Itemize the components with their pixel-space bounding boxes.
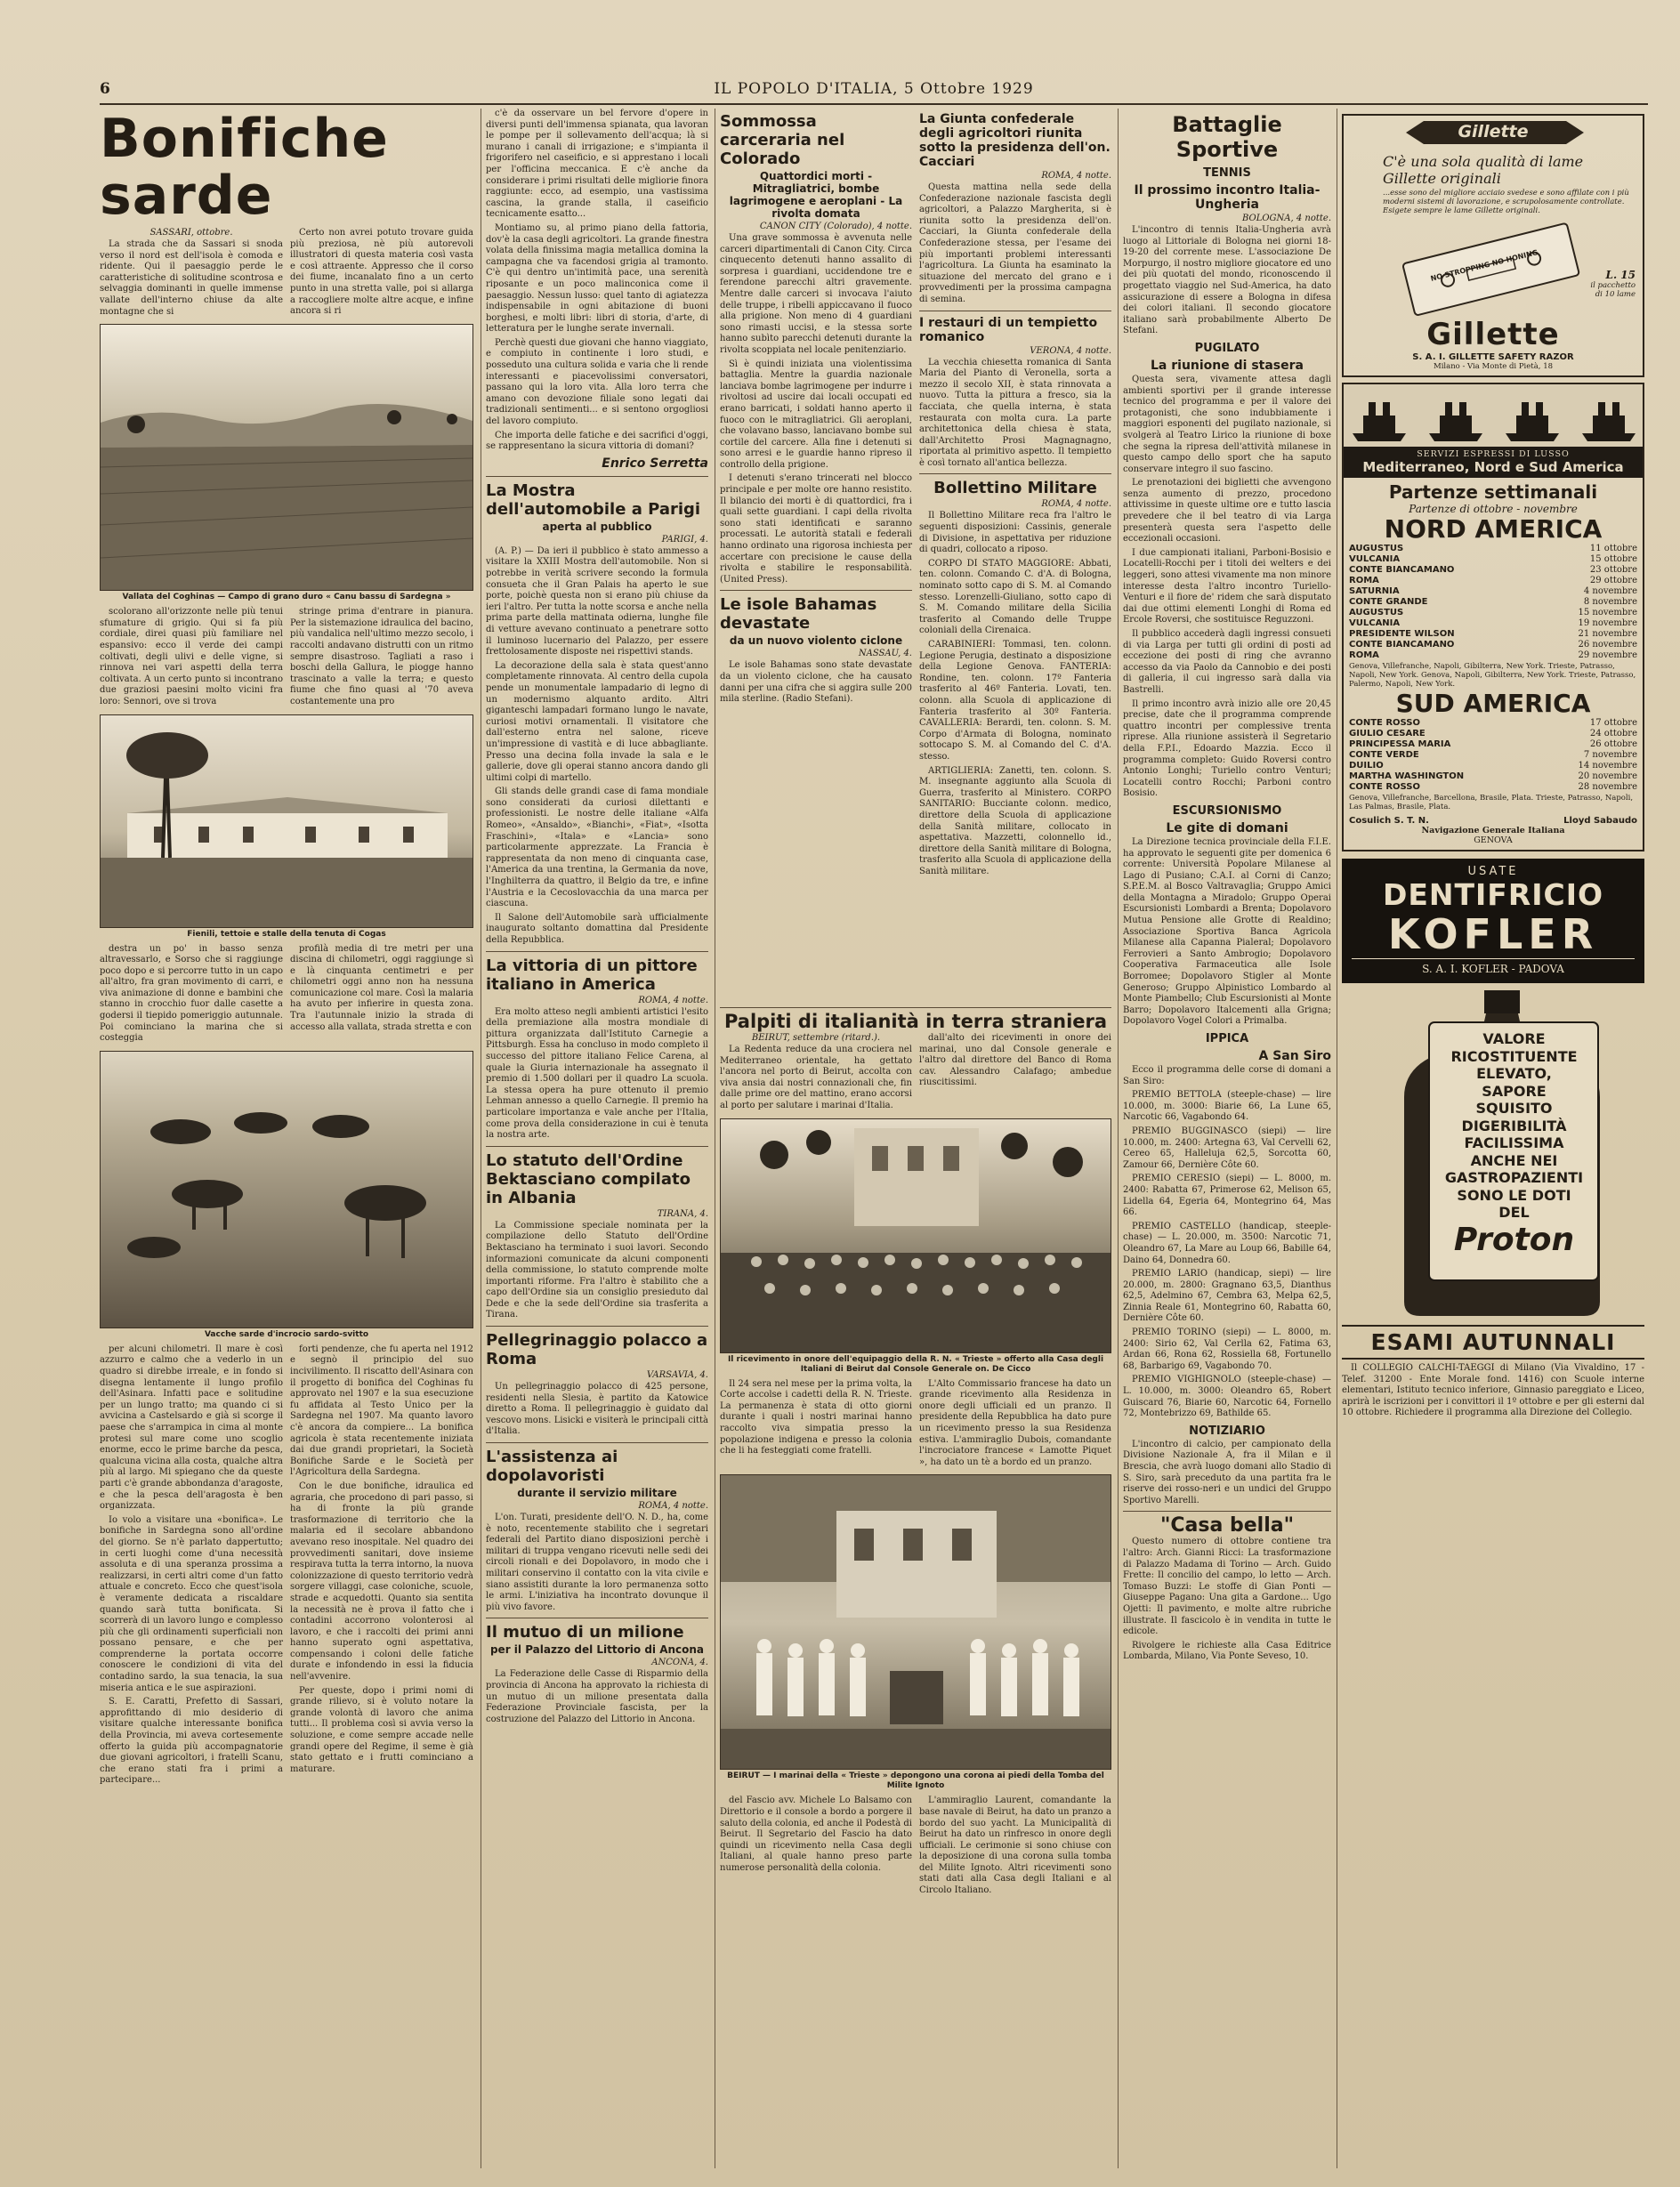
photo-caption: BEIRUT — I marinai della « Trieste » depongono una corona ai piedi della Tomba del Milite Ignoto xyxy=(727,1771,1104,1791)
divider xyxy=(486,1442,708,1443)
photo-beirut-sailors xyxy=(720,1474,1111,1770)
sailing-date: 20 novembre xyxy=(1578,771,1637,781)
ship-name: VULCANIA xyxy=(1349,554,1401,564)
photo-caption: Il ricevimento in onore dell'equipaggio della R. N. « Trieste » offerto alla Casa degli Italiani di Beirut dal Console Generale on. De Cicco xyxy=(727,1354,1104,1374)
dateline: BEIRUT, settembre (ritard.). xyxy=(751,1033,881,1043)
ship-name: MARTHA WASHINGTON xyxy=(1349,771,1465,781)
ship-name: ROMA xyxy=(1349,650,1379,660)
shipping-period: Partenze di ottobre - novembre xyxy=(1409,503,1578,515)
headline-bollettino: Bollettino Militare xyxy=(933,479,1097,498)
ship-name: SATURNIA xyxy=(1349,586,1400,596)
pack-label: NO STROPPING NO HONING xyxy=(1429,248,1539,283)
paragraph: L'ammiraglio Laurent, comandante la base navale di Beirut, ha dato un pranzo a bordo del suo yacht. La Municipalità di Beirut ha dato un rinfresco in onore degli ufficiali. Le cerimonie si sono chiuse con la deposizione di una corona sulla tomba del Milite Ignoto. Altri ricevimenti sono stati dati alla Casa degli Italiani e al Circolo Italiano. xyxy=(919,1796,1111,1896)
ocean-liners-icon xyxy=(1344,384,1643,447)
paragraph: Certo non avrei potuto trovare guida più preziosa, nè più autorevoli illustratori di questa materia così vasta e così attraente. Appresso che il corso dei fiume, incanalato fino a un certo punto in una stretta valle, poi si allarga a raccogliere molte altre acque, e infine ancora si ri xyxy=(290,228,473,317)
headline-auto-show: La Mostra dell'automobile a Parigi xyxy=(486,480,701,519)
paragraph: CARABINIERI: Tommasi, ten. colonn. Legione Perugia, destinato a disposizione della Legione Genova. FANTERIA: Rondine, ten. colonn. 17º Fanteria trasferito al 46º Fanteria. Lovati, ten. colonn. alla Scuola di applicazione di Fanteria trasferito al 30º Fanteria. CAVALLERIA: Berardi, ten. colonn. S. M. Corpo d'Armata di Bologna, nominato sottocapo S. M. al Comando del C. d'A. stesso. xyxy=(919,640,1111,762)
south-america-sailings xyxy=(1344,718,1643,793)
paragraph: Il Bollettino Militare reca fra l'altro le seguenti disposizioni: Cassinis, generale di Divisione, in aspettativa per riduzione di quadri, collocato a riposo. xyxy=(919,511,1111,555)
shipping-south-america: SUD AMERICA xyxy=(1395,689,1591,718)
gillette-banner-text: Gillette xyxy=(1458,122,1529,141)
dateline: VARSAVIA, 4. xyxy=(646,1370,708,1381)
dateline: VERONA, 4 notte. xyxy=(1030,345,1111,356)
proton-line: SONO LE DOTI xyxy=(1457,1186,1571,1204)
gillette-price: L. 15 xyxy=(1605,269,1636,281)
article-bonifiche-sarde xyxy=(100,109,473,2168)
paragraph: Che importa delle fatiche e dei sacrifici d'oggi, se rappresentano la sicura vittoria di domani? xyxy=(486,430,708,452)
section-label: PUGILATO xyxy=(1194,341,1260,355)
divider xyxy=(919,473,1111,474)
proton-line: DEL xyxy=(1498,1204,1530,1221)
dateline: ROMA, 4 notte. xyxy=(1041,171,1111,181)
south-america-destinations: Genova, Villefranche, Barcellona, Brasile, Plata. Trieste, Patrasso, Napoli, Las Palmas, Brasile, Plata. xyxy=(1349,794,1634,811)
sailing-date: 11 ottobre xyxy=(1589,544,1637,553)
headline-bahamas: Le isole Bahamas devastate xyxy=(720,595,877,634)
race-entry: PREMIO TORINO (siepi) — L. 8000, m. 2400: Sirio 62, Val Cerlla 62, Fatima 63, Ardan 66, Rona 62, Rossiella 68, Fortunello 68, Barbarigo 69, Vagabondo 70. xyxy=(1123,1328,1331,1371)
headline-agricoltori: La Giunta confederale degli agricoltori riunita sotto la presidenza dell'on. Cacciari xyxy=(919,112,1111,169)
divider xyxy=(486,1326,708,1327)
column-advertisements xyxy=(1342,109,1644,2168)
paragraph: S. E. Caratti, Prefetto di Sassari, approfittando di mio desiderio di visitare qualche interessante bonifica della Provincia, mi aveva cortesemente offerto la guida più accompagnatorie due giovani agricoltori, i fratelli Scanu, che erano stati fra i primi a partecipare... xyxy=(100,1697,283,1786)
paragraph: Questa sera, vivamente attesa dagli ambienti sportivi per il grande interesse tecnico del programma e per il valore dei protagonisti, che sono indubbiamente i maggiori esponenti del pugilato nazionale, si svolgerà al Teatro Lirico la riunione di boxe che segna la ripresa dell'attività milanese in questo campo dello sport che ha saputo conservare integro il suo fascino. xyxy=(1123,374,1331,474)
dateline: NASSAU, 4. xyxy=(858,649,912,659)
shipping-banner-line2: Mediterraneo, Nord e Sud America xyxy=(1362,459,1624,475)
shipping-weekly: Partenze settimanali xyxy=(1388,481,1598,503)
dateline: ROMA, 4 notte. xyxy=(1041,499,1111,510)
paragraph: Sì è quindi iniziata una violentissima battaglia. Mentre la guardia nazionale lanciava bombe lagrimogene per indurre i rivoltosi ad uscire dai locali occupati ed erano barricati, i soldati hanno aperto il fuoco con le mitragliatrici. Gli aeroplani, che volavano basso, lanciavano bombe sul cortile del carcere. Alla fine i detenuti si sono arresi e le guardie hanno ripreso il controllo della prigione. xyxy=(720,359,912,470)
paragraph: del Fascio avv. Michele Lo Balsamo con Direttorio e il console a bordo a porgere il saluto della colonia, ed anche il Podestà di Beirut. Il Segretario del Fascio ha dato quindi un ricevimento nella Casa degli Italiani, al quale hanno preso parte numerose personalità della colonia. xyxy=(720,1796,912,1873)
paragraph: Rivolgere le richieste alla Casa Editrice Lombarda, Milano, Via Ponte Seveso, 10. xyxy=(1123,1640,1331,1662)
ship-name: ROMA xyxy=(1349,576,1379,585)
ship-name: AUGUSTUS xyxy=(1349,608,1404,617)
dateline: ANCONA, 4. xyxy=(651,1658,708,1668)
gillette-fine-print: ...esse sono del migliore acciaio svedese e sono affilate con i più moderni sistemi di lavorazione, e scrupolosamente controllate. Esigete sempre le lame Gillette originali. xyxy=(1383,189,1629,215)
paragraph: dall'alto dei ricevimenti in onore dei marinai, uno dal Console generale e l'altro dal direttore del Banco di Roma cav. Alessandro Calafago; ambedue riuscitissimi. xyxy=(919,1033,1111,1088)
section-label: TENNIS xyxy=(1203,166,1251,180)
sailing-date: 28 novembre xyxy=(1578,782,1637,792)
sailing-date: 4 novembre xyxy=(1583,586,1637,596)
paragraph: I detenuti s'erano trincerati nel blocco principale e per molte ore hanno resistito. Il bilancio dei morti è di quattordici, fra i quali sette guardiani. I capi della rivolta sono stati identificati e saranno processati. Le autorità statali e federali hanno ordinato una rigorosa inchiesta per accertare con precisione le cause della rivolta e stabilire le responsabilità. (United Press). xyxy=(720,473,912,585)
gillette-company: S. A. I. GILLETTE SAFETY RAZOR xyxy=(1412,352,1574,362)
race-entry: PREMIO VIGHIGNOLO (steeple-chase) — L. 10.000, m. 3000: Oleandro 65, Robert Guiscard 76, Biarie 60, Narcotic 64, Fornello 72, Montebrizzo 69, Bathilde 65. xyxy=(1123,1375,1331,1419)
article-title: Bonifiche sarde xyxy=(100,109,389,227)
headline-escursionismo: Le gite di domani xyxy=(1166,820,1288,835)
esami-title: ESAMI AUTUNNALI xyxy=(1342,1325,1644,1360)
ship-name: PRESIDENTE WILSON xyxy=(1349,629,1455,639)
paragraph: Una grave sommossa è avvenuta nelle carceri dipartimentali di Canon City. Circa cinquecento detenuti hanno assalito di sorpresa i guardiani, uccidendone tre e ferendone parecchi altri gravemente. Mentre dalle carceri si invocava l'aiuto delle truppe, i ribelli appiccavano il fuoco alla prigione. Non meno di 4 guardiani sono rimasti uccisi, e la stessa sorte hanno subìto parecchi detenuti durante la rivolta scoppiata nel locale penitenziario. xyxy=(720,233,912,355)
sailing-date: 19 novembre xyxy=(1578,618,1637,628)
headline-ippica: A San Siro xyxy=(1258,1049,1331,1063)
sailing-date: 24 ottobre xyxy=(1589,729,1637,738)
ship-name: CONTE VERDE xyxy=(1349,750,1419,760)
dateline: TIRANA, 4. xyxy=(657,1208,708,1219)
shipping-north-america: NORD AMERICA xyxy=(1384,514,1603,544)
sailing-row xyxy=(1344,640,1643,650)
paragraph: c'è da osservare un bel fervore d'opere in diversi punti dell'immensa spianata, qua lavoran le pompe per il sollevamento dell'acqua; là si murano i canali di irrigazione; e s'impianta il frigorifero nel caseificio, e si apprestano i locali per l'officina meccanica. E c'è anche da considerare i primi risultati delle migliorie finora raggiunte: ecco, ad esempio, una vastissima cascina, la grande stalla, il caseificio tecnicamente esatto... xyxy=(486,109,708,220)
sailing-row xyxy=(1344,750,1643,761)
ad-dentifricio-kofler xyxy=(1342,859,1644,983)
shipping-banner-line1: SERVIZI ESPRESSI DI LUSSO xyxy=(1417,449,1570,459)
ship-name: AUGUSTUS xyxy=(1349,544,1404,553)
sailing-date: 14 novembre xyxy=(1578,761,1637,771)
kofler-usate: USATE xyxy=(1467,865,1519,878)
page-number: 6 xyxy=(100,80,110,98)
author-signature: Enrico Serretta xyxy=(602,456,708,471)
subheadline: aperta al pubblico xyxy=(542,520,652,533)
sailing-row xyxy=(1344,739,1643,750)
ad-proton xyxy=(1342,990,1644,1319)
sailing-date: 8 novembre xyxy=(1583,597,1637,607)
sailing-date: 15 novembre xyxy=(1578,608,1637,617)
headline-tennis: Il prossimo incontro Italia-Ungheria xyxy=(1134,183,1321,212)
headline-pilgrimage: Pellegrinaggio polacco a Roma xyxy=(486,1331,708,1369)
paragraph: Montiamo su, al primo piano della fattoria, dov'è la casa degli agricoltori. La grande finestra volata della finissima magia metallica domina la campagna che va facendosi grigia al tramonto. C'è qui dentro un'intimità pace, una serenità riposante e un poco malinconica come il paesaggio. Nessun lusso: quel tanto di agiatezza indispensabile in ogni abitazione di buoni borghesi, e molti libri: libri di storia, d'arte, di letteratura per le lunghe serate invernali. xyxy=(486,222,708,335)
ship-name: GIULIO CESARE xyxy=(1349,729,1426,738)
paragraph: Perchè questi due giovani che hanno viaggiato, e compiuto in continente i loro studi, e posseduto una cultura solida e varia che li rende interessanti e piacevolissimi conversatori, passano qui la loro vita. Alla loro terra che amano con devozione filiale sono legati dai tradizionali sentimenti... e si sentono orgogliosi del lavoro compiuto. xyxy=(486,337,708,427)
paragraph: per alcuni chilometri. Il mare è così azzurro e calmo che a vederlo in un quadro si direbbe irreale, e in fondo si disegna lentamente il lungo profilo dell'Asinara. Infatti pace e solitudine per un lungo tratto; ma quando ci si avvicina a Castelsardo e già si scorge il paese che s'arrampica in cima al monte protesi sul mare come uno scoglio enorme, ecco le prime barche da pesca, qualcuna vicina alla costa, qualche altra più al largo. Mi spiegano che da queste parti c'è grande abbondanza d'aragoste, e che la pesca dell'aragosta è ben organizzata. xyxy=(100,1344,283,1512)
paragraph: stringe prima d'entrare in pianura. Per la sistemazione idraulica del bacino, più vandalica nell'ultimo mezzo secolo, i raccolti andavano distrutti con un ritmo sempre disastroso. Tagliati a raso i boschi della Gallura, le piogge hanno trascinato a valle la terra; e questo fiume che fino quasi al '70 aveva costantemente una pro xyxy=(290,607,473,706)
column-rule xyxy=(1118,109,1119,2168)
column-sport xyxy=(1123,109,1331,2168)
photo-caption: Fienili, tettoie e stalle della tenuta di Cogas xyxy=(187,929,386,939)
paragraph: Il Salone dell'Automobile sarà ufficialmente inaugurato soltanto domattina dal Presidente della Repubblica. xyxy=(486,912,708,945)
headline-mutuo: Il mutuo di un milione xyxy=(486,1623,684,1642)
ad-gillette xyxy=(1342,114,1644,377)
subheadline: Quattordici morti - Mitragliatrici, bombe lagrimogene e aeroplani - La rivolta domata xyxy=(729,170,903,220)
shipping-nav-generale: Navigazione Generale Italiana xyxy=(1421,826,1565,835)
dateline: ROMA, 4 notte. xyxy=(638,995,708,1005)
headline-dopolavoro: L'assistenza ai dopolavoristi xyxy=(486,1448,618,1486)
proton-line: FACILISSIMA xyxy=(1464,1134,1564,1151)
sailing-row xyxy=(1344,618,1643,629)
kofler-dentifricio: DENTIFRICIO xyxy=(1382,877,1604,912)
paragraph: Con le due bonifiche, idraulica ed agraria, che procedono di pari passo, si ha di fronte la più grande trasformazione di territorio che la malaria ed il secolare abbandono avevano reso inospitale. Nel quadro dei provvedimenti sanitari, dove insieme respirava tutta la terra intorno, la nuova colonizzazione di questo territorio vedrà sorgere villaggi, case coloniche, scuole, strade e acquedotti. Quanto sia sentita la necessità ne è prova il fatto che i contadini accorrono volonterosi al lavoro, e che i raccolti dei primi anni hanno superato ogni aspettativa, compensando i coloni delle fatiche durate e infondendo in essi la fiducia nell'avvenire. xyxy=(290,1481,473,1683)
sailing-date: 26 ottobre xyxy=(1589,739,1637,749)
sailing-date: 21 novembre xyxy=(1578,629,1637,639)
headline-albania: Lo statuto dell'Ordine Bektasciano compilato in Albania xyxy=(486,1150,691,1207)
photo-farm-buildings xyxy=(100,714,473,928)
subheadline: da un nuovo violento ciclone xyxy=(729,634,903,648)
proton-line: RICOSTITUENTE xyxy=(1450,1047,1578,1065)
ship-name: CONTE BIANCAMANO xyxy=(1349,640,1455,650)
shipping-lloyd: Lloyd Sabaudo xyxy=(1563,816,1637,826)
sailing-row xyxy=(1344,565,1643,576)
headline-painter: La vittoria di un pittore italiano in America xyxy=(486,956,698,994)
divider xyxy=(486,476,708,477)
paragraph: Le isole Bahamas sono state devastate da un violento ciclone, che ha causato danni per una cifra che si aggira sulle 200 mila sterline. (Radio Stefani). xyxy=(720,660,912,705)
paragraph: Il primo incontro avrà inizio alle ore 20,45 precise, date che il programma comprende quattro incontri per complessive trenta riprese. Alla riunione assisterà il Segretario della F.P.I., Edoardo Mazzia. Ecco il programma completo: Guido Roversi contro Antonio Longhi; Turiello contro Venturi; Locatelli contro Rocchi; Parboni contro Bosisio. xyxy=(1123,698,1331,799)
sailing-date: 29 ottobre xyxy=(1589,576,1637,585)
headline-colorado: Sommossa carceraria nel Colorado xyxy=(720,112,845,168)
ad-esami-autunnali xyxy=(1342,1325,1644,1419)
paragraph: Il pubblico accederà dagli ingressi consueti di via Larga per tutti gli ordini di posti ad eccezione dei posti di ring che avranno accesso da via Paolo da Cannobio e dei posti di galleria, il cui ingresso sarà dalla via Bastrelli. xyxy=(1123,629,1331,695)
paragraph: Era molto atteso negli ambienti artistici l'esito della premiazione alla mostra mondiale di pittura organizzata dall'Istituto Carnegie a Pittsburgh. Essa ha concluso in modo completo il successo del pittore italiano Felice Carena, al quale la Giuria internazionale ha assegnato il premio di 1.500 dollari per il quadro La scuola. La stessa opera ha pure ottenuto il premio Lehman annesso a quello Carnegie. Il premio ha particolare importanza e vale anche per l'Italia, come prova della considerazione in cui è tenuta la nostra arte. xyxy=(486,1006,708,1141)
kofler-brand: KOFLER xyxy=(1387,910,1599,958)
ship-name: CONTE GRANDE xyxy=(1349,597,1428,607)
sailing-row xyxy=(1344,771,1643,782)
divider xyxy=(1123,1511,1331,1512)
divider xyxy=(720,590,912,591)
north-america-destinations: Genova, Villefranche, Napoli, Gibilterra, New York. Trieste, Patrasso, Napoli, New York. Genova, Napoli, Gibilterra, New York. Trieste, Patrasso, Palermo, Napoli, New York. xyxy=(1349,662,1636,689)
paragraph: destra un po' in basso senza altravessarlo, e Sorso che si raggiunge poco dopo e si percorre tutto in un capo all'altro, fra gran movimento di carri, e viva animazione di donne e bambini che stanno in crocchio fuor dalle casette a godersi il tiepido pomeriggio autunnale. Poi cominciano la marina che si costeggia xyxy=(100,943,283,1044)
headline-palpiti: Palpiti di italianità in terra straniera xyxy=(723,1011,1108,1032)
paragraph: La Redenta reduce da una crociera nel Mediterraneo orientale, ha gettato l'ancora nel porto di Beirut, accolta con viva ansia dai nostri connazionali che, fin dalle prime ore del mattino, erano accorsi al porto per salutare i marinai d'Italia. xyxy=(720,1045,912,1110)
sailing-date: 26 novembre xyxy=(1578,640,1637,650)
ship-name: DUILIO xyxy=(1349,761,1384,771)
proton-label xyxy=(1436,1030,1592,1259)
esami-text: Il COLLEGIO CALCHI-TAEGGI di Milano (Via Vivaldino, 17 - Telef. 31200 - Ente Morale fond. 1416) con Scuole interne elementari, Istituto tecnico inferiore, Ginnasio pareggiato e Liceo, aprirà le iscrizioni per i convittori il 1º ottobre e per gli esterni dal 10 ottobre. Richiedere il programma alla Direzione del Collegio. xyxy=(1342,1363,1644,1418)
sailing-row xyxy=(1344,597,1643,608)
proton-line: SQUISITO xyxy=(1475,1100,1553,1117)
proton-line: ANCHE NEI xyxy=(1470,1151,1558,1169)
proton-line: DIGERIBILITÀ xyxy=(1461,1117,1567,1134)
paragraph: L'incontro di calcio, per campionato della Divisione Nazionale A, fra il Milan e il Brescia, che avrà luogo domani allo Stadio di S. Siro, sarà preceduto da una partita fra le riserve dei rosso-neri e un undici del Gruppo Sportivo Marelli. xyxy=(1123,1439,1331,1505)
ship-name: CONTE ROSSO xyxy=(1349,782,1420,792)
sailing-date: 7 novembre xyxy=(1583,750,1637,760)
gillette-brand: Gillette xyxy=(1426,317,1560,352)
ship-name: PRINCIPESSA MARIA xyxy=(1349,739,1451,749)
paragraph: La Direzione tecnica provinciale della F.I.E. ha approvato le seguenti gite per domenica 6 corrente: Università Popolare Milanese al Lago di Pusiano; C.A.I. al Corni di Canzo; S.P.E.M. al Bosco Valtravaglia; Gruppo Amici della Montagna a Miradolo; Gruppo Operai Escursionisti Lombardi a Brenta; Dopolavoro Mutua Pensione alle Grotte di Realdino; Associazione Sportiva Banca Agricola Milanese alla Capanna Pialeral; Dopolavoro Ferrovieri a Santo Ambrogio; Dopolavoro Cooperativa Farmaceutica alle Isole Borromee; Dopolavoro Stigler al Monte Generoso; Gruppo Alpinistico Lombardo al Monte Piambello; Club Escursionisti al Monte Barro; Dopolavoro Italcementi alla Grigna; Dopolavoro Vogel Colori a Primalba. xyxy=(1123,836,1331,1027)
paragraph: La decorazione della sala è stata quest'anno completamente rinnovata. Al centro della cupola pende un monumentale lampadario di legno di un modernismo alquanto ardito. Altri giganteschi lampadari formano lungo le navate, curiosi motivi ornamentali. Il visitatore che dall'esterno entra nel salone, riceve un'impressione di vastità e di luce abbagliante. Presso una decina folla invade la sala e le gallerie, dove gli operai stanno ancora dando gli ultimi colpi di martello. xyxy=(486,660,708,783)
paragraph: forti pendenze, che fu aperta nel 1912 e segnò il principio del suo incivilimento. Il riscatto dell'Asinara con il progetto di bonifica del Coghinas fu approvato nel 1907 e la sua esecuzione fu affidata al Testo Unico per la Sardegna nel 1907. Ma quanto lavoro c'è ancora da compiere... La bonifica agricola è stata recentemente iniziata dai due grandi proprietari, la Società Bonifiche Sarde e le Società per l'Agricoltura della Sardegna. xyxy=(290,1344,473,1478)
dateline: SASSARI, ottobre. xyxy=(149,228,233,238)
paragraph: L'incontro di tennis Italia-Ungheria avrà luogo al Littoriale di Bologna nei giorni 18-19-20 del corrente mese. L'associazione De Morpurgo, il nostro migliore giocatore ed uno dei più quotati del mondo, riconoscendo il progettato viaggio nel Sud-America, ha dato assicurazione di essere a Bologna in difesa dei colori italiani. Il secondo giocatore italiano sarà probabilmente Alberto De Stefani. xyxy=(1123,225,1331,336)
kofler-company: S. A. I. KOFLER - PADOVA xyxy=(1352,958,1635,981)
proton-line: SAPORE xyxy=(1482,1082,1547,1100)
paragraph: I due campionati italiani, Parboni-Bosisio e Locatelli-Rocchi per i titoli dei welters e dei leggeri, sono attesi vivamente ma non minore interesse desta l'altro incontro Turiello-Venturi e il fiore de' ridem che sarà disputato dai due ottimi elementi Longhi di Roma ed Ercole Roversi, che sostituisce Reguzzoni. xyxy=(1123,547,1331,625)
race-entry: PREMIO CERESIO (siepi) — L. 8000, m. 2400: Rabatta 67, Primerose 62, Melison 65, Lidella 64, Egeria 64, Montegrino 64, Mas 66. xyxy=(1123,1174,1331,1218)
ship-name: VULCANIA xyxy=(1349,618,1401,628)
paragraph: Questa mattina nella sede della Confederazione nazionale fascista degli agricoltori, a Palazzo Margherita, si è riunita sotto la presidenza dell'on. Cacciari, la Giunta confederale della Confederazione stessa, per l'esame dei più importanti problemi interessanti l'agricoltura. La Giunta ha esaminato la situazione del mercato del grano e i provvedimenti per la prossima campagna di semina. xyxy=(919,182,1111,304)
column-3 xyxy=(720,109,1111,2168)
divider xyxy=(486,951,708,952)
race-entry: PREMIO BETTOLA (steeple-chase) — lire 10.000, m. 3000: Biarie 66, La Lune 65, Narcotic 66, Vagabondo 64. xyxy=(1123,1090,1331,1123)
sailing-row xyxy=(1344,782,1643,793)
sailing-row xyxy=(1344,544,1643,554)
paragraph: Ecco il programma delle corse di domani a San Siro: xyxy=(1123,1065,1331,1086)
proton-line: VALORE xyxy=(1482,1030,1546,1047)
photo-coghinas-valley xyxy=(100,324,473,591)
sailing-row xyxy=(1344,608,1643,618)
paragraph: CORPO DI STATO MAGGIORE: Abbati, ten. colonn. Comando C. d'A. di Bologna, nominato sotto capo di S. M. al Comando stesso. Lorenzelli-Giuliano, sotto capo di S. M. Comando militare della Sicilia trasferito al Comando delle Truppe coloniali della Cirenaica. xyxy=(919,558,1111,636)
paragraph: La strada che da Sassari si snoda verso il nord est dell'isola è comoda e ridente. Qui il paesaggio perde le caratteristiche di solitudine scontrosa e selvaggia dominanti in quelle immense vallate dell'interno chiuse da alte montagne che si xyxy=(100,239,283,317)
ship-name: CONTE BIANCAMANO xyxy=(1349,565,1455,575)
razor-blade-pack-icon xyxy=(1344,219,1643,317)
shipping-city: GENOVA xyxy=(1474,835,1513,845)
sailing-row xyxy=(1344,576,1643,586)
dateline: PARIGI, 4. xyxy=(661,534,708,545)
paragraph: Gli stands delle grandi case di fama mondiale sono considerati da curiosi dilettanti e professionisti. Le nostre delle italiane «Alfa Romeo», «Ansaldo», «Bianchi», «Fiat», «Isotta Fraschini», «Itala» e «Lancia» sono particolarmente apprezzate. La Francia è rappresentata da non meno di cinquanta case, l'America da una trentina, la Germania da nove, l'Inghilterra da quattro, il Belgio da tre, e infine l'Austria e la Cecoslovacchia da una marca per ciascuna. xyxy=(486,787,708,909)
sailing-row xyxy=(1344,629,1643,640)
paragraph: Un pellegrinaggio polacco di 425 persone, residenti nella Slesia, è partito da Katowice diretto a Roma. Il pellegrinaggio è guidato dal vescovo mons. Lisicki e visiterà le principali città d'Italia. xyxy=(486,1382,708,1437)
proton-brand: Proton xyxy=(1453,1221,1575,1258)
race-entry: PREMIO CASTELLO (handicap, steeple-chase) — L. 20.000, m. 3500: Narcotic 71, Oleandro 67, La Mare au Loup 66, Babille 64, Daino 64, Donnedra 60. xyxy=(1123,1221,1331,1265)
ad-shipping-lines xyxy=(1342,383,1644,851)
sailing-date: 29 novembre xyxy=(1578,650,1637,660)
photo-sardinian-cows xyxy=(100,1051,473,1328)
sailing-row xyxy=(1344,729,1643,739)
proton-line: GASTROPAZIENTI xyxy=(1444,1169,1584,1186)
sailing-row xyxy=(1344,586,1643,597)
paragraph: La Federazione delle Casse di Risparmio della provincia di Ancona ha approvato la richiesta di un mutuo di un milione presentata dalla Federazione Provinciale fascista, per la costruzione del Palazzo del Littorio in Ancona. xyxy=(486,1669,708,1724)
section-label: IPPICA xyxy=(1205,1032,1249,1045)
paragraph: L'on. Turati, presidente dell'O. N. D., ha, come è noto, recentemente stabilito che i segretari federali del Partito diano disposizioni perchè i militari di truppa vengano ricevuti nelle sedi dei circoli rionali e dei Dopolavoro, in modo che i militari conservino il contatto con la vita civile e siano assistiti durante la loro permanenza sotto le armi. L'iniziativa ha incontrato dovunque il più vivo favore. xyxy=(486,1513,708,1612)
shipping-cosulich: Cosulich S. T. N. xyxy=(1349,816,1429,826)
headline-casa-bella: "Casa bella" xyxy=(1159,1514,1295,1537)
paragraph: ARTIGLIERIA: Zanetti, ten. colonn. S. M. insegnante aggiunto alla Scuola di Guerra, trasferito al Ministero. CORPO SANITARIO: Bucciante colonn. medico, direttore della Scuola di applicazione della Sanità militare, collocato in aspettativa. Mazzetti, colonnello id., direttore della Sanità militare di Bologna, trasferito alla Scuola di applicazione della Sanità militare. xyxy=(919,765,1111,876)
photo-caption: Vacche sarde d'incrocio sardo-svitto xyxy=(204,1329,369,1339)
paragraph: (A. P.) — Da ieri il pubblico è stato ammesso a visitare la XXIII Mostra dell'automobile. Non si potrebbe in verità scrivere secondo la formula consueta che il Gran Palais ha aperto le sue porte, poichè questa non si erano più chiuse da ieri l'altro. Per tutta la notte scorsa e anche nella prima parte della mattinata odierna, lunghe file di vetture avevano continuato a penetrare sotto il luminoso lucernario del Palazzo, per essere frettolosamente disposte nei rispettivi stands. xyxy=(486,545,708,658)
paragraph: Questo numero di ottobre contiene tra l'altro: Arch. Gianni Ricci: La trasformazione di Palazzo Madama di Torino — Arch. Guido Frette: Il concilio del campo, lo letto — Arch. Tomaso Buzzi: Le stoffe di Gian Ponti — Giuseppe Pagano: Una gita a Gardone... Ugo Ojetti: Il pavimento, e molte altre rubriche illustrate. Il fascicolo è in vendita in tutte le edicole. xyxy=(1123,1537,1331,1637)
paragraph: Le prenotazioni dei biglietti che avvengono senza aumento di prezzo, procedono attivissime in queste ultime ore e tutto lascia prevedere che il bel teatro di via Larga presenterà questa sera l'aspetto delle eccezionali occasioni. xyxy=(1123,478,1331,545)
paragraph: Il 24 sera nel mese per la prima volta, la Corte accolse i cadetti della R. N. Trieste. La permanenza è stata di otto giorni durante i quali i nostri marinai hanno raccolto viva simpatia presso la popolazione indigena e presso la colonia che li ha festeggiati come fratelli. xyxy=(720,1378,912,1457)
subheadline: per il Palazzo del Littorio di Ancona xyxy=(489,1643,705,1657)
sailing-row xyxy=(1344,650,1643,661)
paragraph: profilà media di tre metri per una discina di chilometri, oggi raggiunge sì e là cinquanta centimetri e per chilometri oggi anno non ha nessuna comunicazione col mare. Così la malaria ha avuto per infierire in questa zona. Tra l'autunnale inizio la strada di accesso alla vallata, strada stretta e con xyxy=(290,943,473,1032)
gillette-address: Milano - Via Monte di Pietà, 18 xyxy=(1433,362,1554,371)
race-entry: PREMIO LARIO (handicap, siepi) — lire 20.000, m. 2800: Gragnano 63,5, Dianthus 62,5, Adelmino 67, Cembra 63, Melpa 62,5, Zinnia Reale 61, Montegrino 60, Rabatta 60, Dernière Côte 60. xyxy=(1123,1269,1331,1324)
north-america-sailings xyxy=(1344,544,1643,661)
divider xyxy=(486,1146,708,1147)
sailing-row xyxy=(1344,761,1643,771)
paragraph: L'Alto Commissario francese ha dato un grande ricevimento alla Residenza in onore degli ufficiali ed un pranzo. Il presidente della Repubblica ha dato pure un ricevimento presso la sua Residenza estiva. L'ammiraglio Dubois, comandante l'incrociatore francese « Lamotte Piquet », ha dato un tè a bordo ed un pranzo. xyxy=(919,1378,1111,1467)
paragraph: La vecchia chiesetta romanica di Santa Maria del Pianto di Veronella, sorta a mezzo il secolo XII, è stata rinnovata a nuovo. Tutta la pittura a fresco, sia la facciata, che quella interna, è stata restaurata con molta cura. La parte architettonica della chiesa è stata, dall'Architetto Prosi Magnagnagno, riportata al primitivo aspetto. Il tempietto è così tornato all'antica bellezza. xyxy=(919,357,1111,468)
headline-tempietto: I restauri di un tempietto romanico xyxy=(919,315,1098,344)
headline-pugilato: La riunione di stasera xyxy=(1151,358,1304,373)
section-label: ESCURSIONISMO xyxy=(1172,803,1282,818)
sailing-date: 23 ottobre xyxy=(1589,565,1637,575)
sailing-row xyxy=(1344,718,1643,729)
dateline: BOLOGNA, 4 notte. xyxy=(1241,214,1331,223)
sailing-date: 15 ottobre xyxy=(1589,554,1637,564)
sailing-date: 17 ottobre xyxy=(1589,718,1637,728)
paragraph: Io volo a visitare una «bonifica». Le bonifiche in Sardegna sono all'ordine del giorno. Se n'è parlato dappertutto; in certi luoghi come d'una necessità assoluta e di una speranza prossima a realizzarsi, in certi altri come d'un fatto attuale e concreto. Ecco che quest'isola è veramente dedicata a riscaldare quando sarà tutta bonificata. Si scorrerà di un lavoro lungo e complesso più che gli ordinamenti superficiali non possano pensare, e che per comprenderne la portata occorre conoscere le condizioni di vita del contadino sardo, la sua tenacia, la sua miseria antica e le sue aspirazioni. xyxy=(100,1514,283,1693)
dateline: ROMA, 4 notte. xyxy=(638,1501,708,1512)
section-label: NOTIZIARIO xyxy=(1189,1424,1265,1438)
gillette-slogan: C'è una sola qualità di lame Gillette originali xyxy=(1383,153,1584,187)
paragraph: Per queste, dopo i primi nomi di grande rilievo, si è voluto notare la grande volontà di lavoro che anima tutti... Il problema così si avvia verso la soluzione, e come sempre accade nelle grandi opere del Regime, il seme è già stato gettato e i frutti cominciano a maturare. xyxy=(290,1685,473,1774)
paragraph: La Commissione speciale nominata per la compilazione dello Statuto dell'Ordine Bektasciano ha terminato i suoi lavori. Secondo informazioni comunicate da alcuni componenti della commissione, lo statuto comprende molte importanti riforme. Fra l'altro è stabilito che a capo dell'Ordine sia un consiglio presieduto dal Dede e che la sede dell'Ordine sia trasferita a Tirana. xyxy=(486,1220,708,1320)
ship-name: CONTE ROSSO xyxy=(1349,718,1420,728)
column-2 xyxy=(486,109,708,2168)
gillette-price-note: il pacchetto di 10 lame xyxy=(1590,281,1636,299)
dateline: CANON CITY (Colorado), 4 notte. xyxy=(759,222,912,231)
proton-line: ELEVATO, xyxy=(1476,1065,1552,1082)
paragraph: scolorano all'orizzonte nelle più tenui sfumature di grigio. Qui si fa più cordiale, direi quasi più familiare nel espansivo: ecco il verde dei campi coltivati, degli ulivi e delle vigne, si rinnova nei vari aspetti della terra coltivata. A un certo punto si incontrano due graziosi paesini molto vicini fra loro: Sennori, ove si trova xyxy=(100,607,283,706)
subheadline: durante il servizio militare xyxy=(517,1487,677,1500)
masthead xyxy=(100,80,1648,105)
divider xyxy=(720,1007,1111,1008)
headline-battaglie-sportive: Battaglie Sportive xyxy=(1172,112,1282,162)
sailing-row xyxy=(1344,554,1643,565)
photo-beirut-reception xyxy=(720,1118,1111,1353)
photo-caption: Vallata del Coghinas — Campo di grano duro « Canu bassu di Sardegna » xyxy=(122,593,451,602)
newspaper-title: IL POPOLO D'ITALIA, 5 Ottobre 1929 xyxy=(714,80,1034,98)
race-entry: PREMIO BUGGINASCO (siepi) — lire 10.000, m. 2400: Artegna 63, Val Cervelli 62, Cereo 65, Halleluja 62,5, Sorcotta 60, Zamour 66, Dernière Côte 60. xyxy=(1123,1126,1331,1170)
